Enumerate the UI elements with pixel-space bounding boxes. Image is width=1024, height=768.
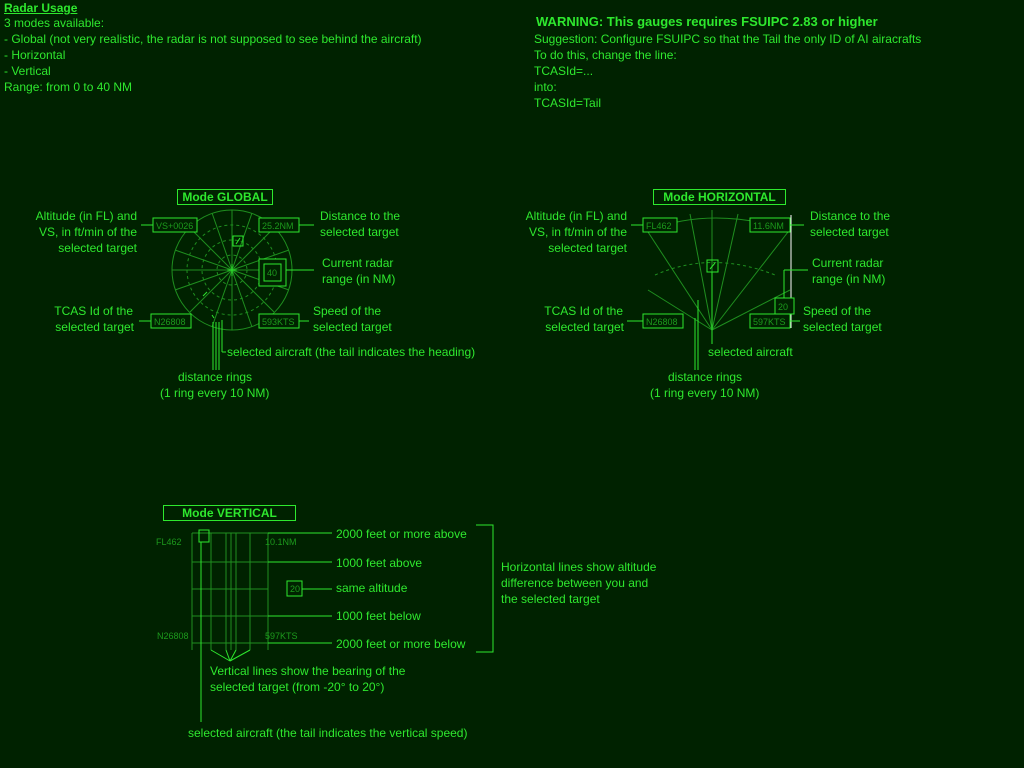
vertical-id-readout: N26808 xyxy=(157,631,189,641)
horizontal-range-readout: 20 xyxy=(778,302,789,312)
horizontal-distance-label: selected target xyxy=(810,225,889,239)
vertical-level-label: same altitude xyxy=(336,581,408,595)
warning-line: Suggestion: Configure FSUIPC so that the Tail the only ID of AI airacrafts xyxy=(534,32,922,46)
vertical-distance-readout: 10.1NM xyxy=(265,537,297,547)
header-line: - Vertical xyxy=(4,64,51,78)
global-tcas-label: selected target xyxy=(55,320,134,334)
horizontal-distance-readout: 11.6NM xyxy=(753,221,784,231)
horizontal-tcas-label: TCAS Id of the xyxy=(544,304,623,318)
horizontal-tcas-label: selected target xyxy=(545,320,624,334)
global-altitude-label: selected target xyxy=(58,241,137,255)
global-speed-label: selected target xyxy=(313,320,392,334)
horizontal-speed-label: Speed of the xyxy=(803,304,872,318)
vertical-range-readout: 20 xyxy=(290,584,301,594)
horizontal-speed-label: selected target xyxy=(803,320,882,334)
warning-line: TCASId=Tail xyxy=(534,96,602,110)
header-line: Range: from 0 to 40 NM xyxy=(4,80,133,94)
radar-usage-title: Radar Usage xyxy=(4,1,78,15)
horizontal-selected-label: selected aircraft xyxy=(708,345,793,359)
horizontal-altitude-label: VS, in ft/min of the xyxy=(528,225,627,239)
global-speed-label: Speed of the xyxy=(313,304,382,318)
horizontal-speed-readout: 597KTS xyxy=(753,317,786,327)
header-line: - Global (not very realistic, the radar is not supposed to see behind the aircraft) xyxy=(4,32,422,46)
mode-horizontal-title: Mode HORIZONTAL xyxy=(653,189,786,205)
global-vs-readout: VS+0026 xyxy=(156,221,194,231)
horizontal-rings-label: (1 ring every 10 NM) xyxy=(650,386,760,400)
global-speed-readout: 593KTS xyxy=(262,317,295,327)
vertical-horizontal-note: Horizontal lines show altitude xyxy=(501,560,657,574)
warning-line: To do this, change the line: xyxy=(534,48,677,62)
mode-vertical-title: Mode VERTICAL xyxy=(163,505,296,521)
horizontal-range-label: Current radar xyxy=(812,256,884,270)
horizontal-fl-readout: FL462 xyxy=(646,221,672,231)
warning-line: into: xyxy=(534,80,557,94)
horizontal-altitude-label: Altitude (in FL) and xyxy=(525,209,627,223)
horizontal-id-readout: N26808 xyxy=(646,317,678,327)
global-distance-label: Distance to the xyxy=(320,209,401,223)
vertical-horizontal-note: the selected target xyxy=(501,592,600,606)
global-rings-label: distance rings xyxy=(178,370,253,384)
global-range-label: range (in NM) xyxy=(322,272,396,286)
global-distance-label: selected target xyxy=(320,225,399,239)
global-tcas-label: TCAS Id of the xyxy=(54,304,133,318)
global-range-label: Current radar xyxy=(322,256,394,270)
horizontal-rings-label: distance rings xyxy=(668,370,743,384)
header-line: 3 modes available: xyxy=(4,16,105,30)
vertical-level-label: 2000 feet or more above xyxy=(336,527,467,541)
vertical-fl-readout: FL462 xyxy=(156,537,182,547)
warning-title: WARNING: This gauges requires FSUIPC 2.83 or higher xyxy=(536,14,878,29)
global-selected-label: selected aircraft (the tail indicates the heading) xyxy=(227,345,476,359)
global-distance-readout: 25.2NM xyxy=(262,221,294,231)
vertical-level-label: 1000 feet below xyxy=(336,609,421,623)
global-id-readout: N26808 xyxy=(154,317,186,327)
horizontal-distance-label: Distance to the xyxy=(810,209,891,223)
global-range-readout: 40 xyxy=(267,268,278,278)
warning-line: TCASId=... xyxy=(534,64,594,78)
vertical-bearing-note: Vertical lines show the bearing of the xyxy=(210,664,406,678)
vertical-selected-label: selected aircraft (the tail indicates the vertical speed) xyxy=(188,726,468,740)
global-rings-label: (1 ring every 10 NM) xyxy=(160,386,270,400)
mode-global-title: Mode GLOBAL xyxy=(177,189,273,205)
vertical-bearing-note: selected target (from -20° to 20°) xyxy=(210,680,385,694)
vertical-speed-readout: 597KTS xyxy=(265,631,298,641)
header-line: - Horizontal xyxy=(4,48,66,62)
vertical-level-label: 2000 feet or more below xyxy=(336,637,466,651)
vertical-horizontal-note: difference between you and xyxy=(501,576,649,590)
horizontal-range-label: range (in NM) xyxy=(812,272,886,286)
vertical-level-label: 1000 feet above xyxy=(336,556,423,570)
vertical-gauge xyxy=(192,530,268,650)
global-altitude-label: VS, in ft/min of the xyxy=(38,225,137,239)
horizontal-altitude-label: selected target xyxy=(548,241,627,255)
global-altitude-label: Altitude (in FL) and xyxy=(35,209,137,223)
